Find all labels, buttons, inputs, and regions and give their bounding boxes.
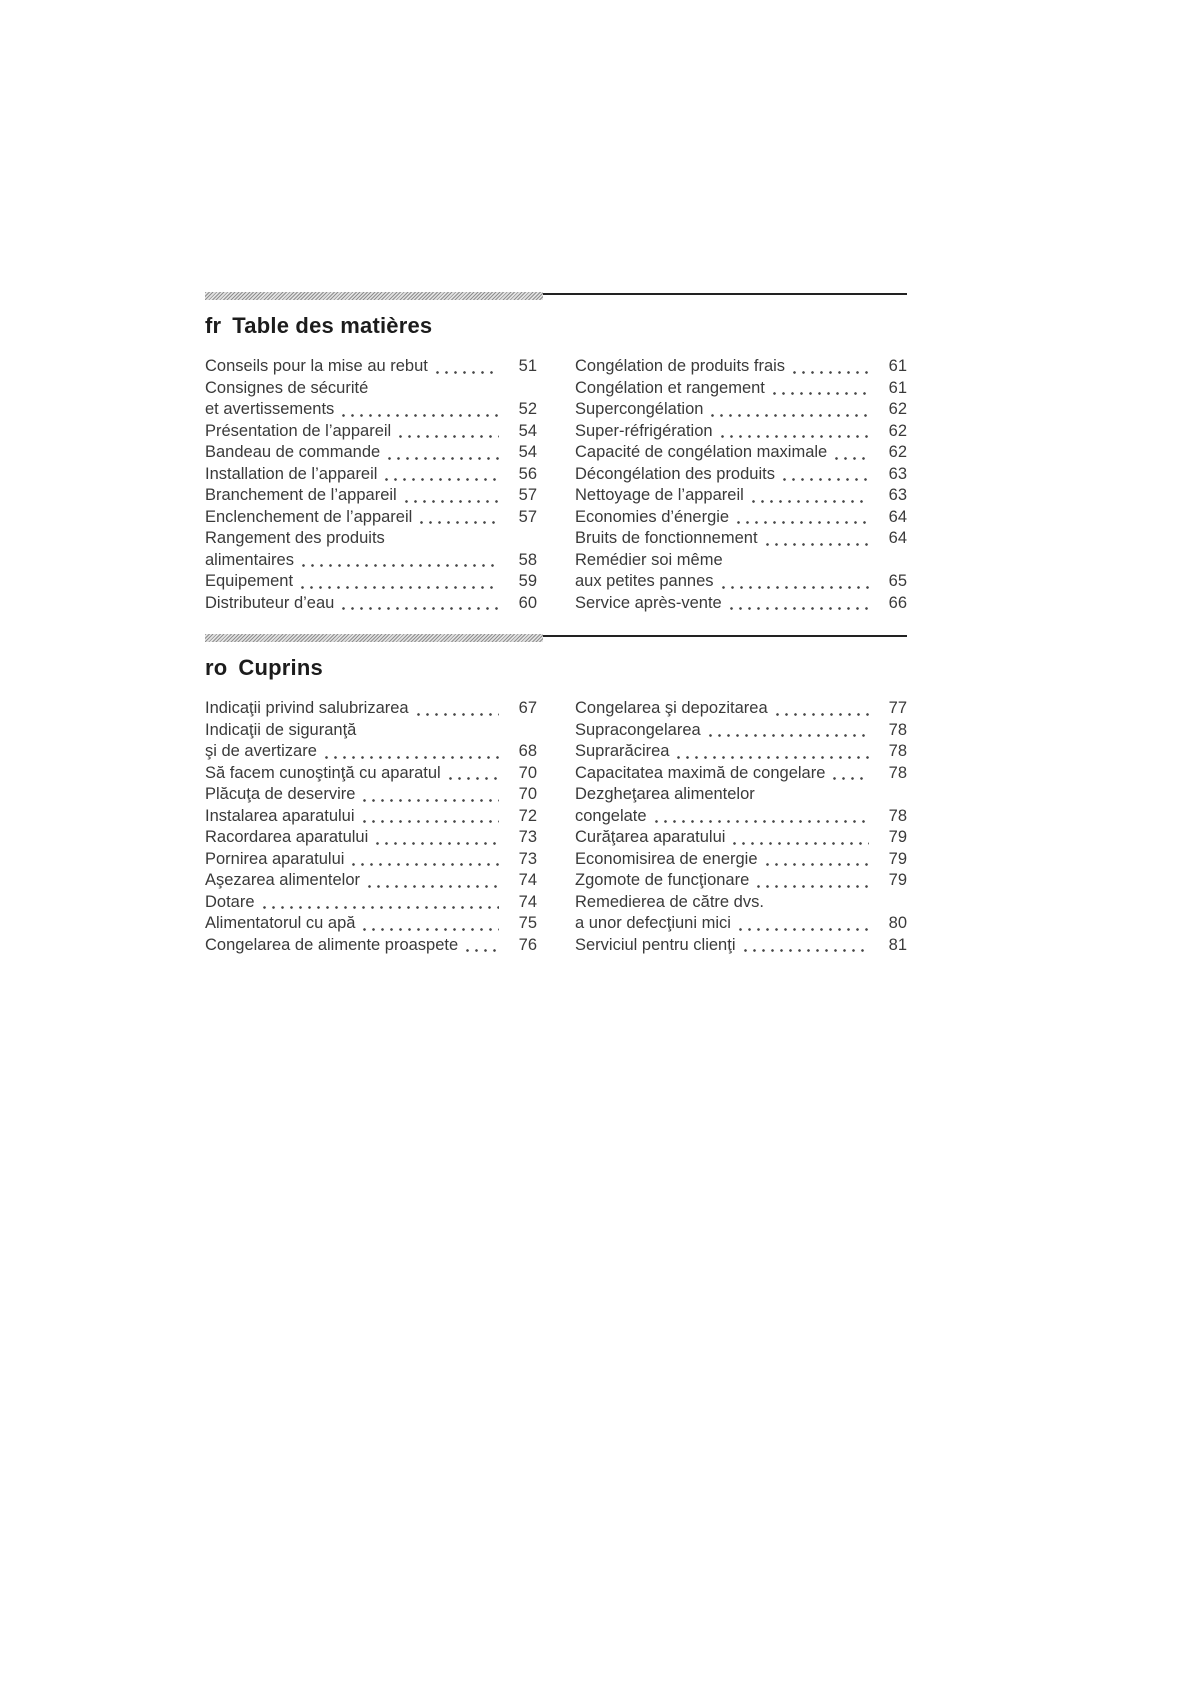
toc-entry-label: Zgomote de funcţionare [575, 871, 750, 889]
toc-entry-main-line [205, 399, 537, 421]
toc-entry-page-number: 68 [518, 742, 537, 760]
toc-section [205, 634, 907, 956]
toc-entry [205, 698, 537, 720]
dot-leader [793, 371, 869, 374]
toc-entry [205, 892, 537, 914]
toc-entry [575, 550, 907, 593]
toc-entry [205, 720, 537, 763]
toc-entry-page-number: 56 [518, 464, 537, 483]
toc-entry-main-line [205, 421, 537, 443]
toc-entry-main-line [205, 849, 537, 871]
toc-entry-page-number: 79 [888, 828, 907, 846]
toc-entry-main-line [575, 485, 907, 507]
dot-leader [739, 928, 869, 931]
section-title [205, 655, 907, 681]
toc-entry [575, 870, 907, 892]
toc-entry-main-line [205, 356, 537, 378]
dot-leader [417, 713, 499, 716]
language-code: fr [205, 313, 222, 338]
toc-entry [575, 741, 907, 763]
toc-entry-page-number: 52 [518, 400, 537, 418]
toc-entry-line: Dezgheţarea alimentelor [575, 785, 755, 803]
toc-entry-page-number: 62 [888, 400, 907, 418]
dot-leader [376, 842, 499, 845]
toc-entry-main-line [575, 356, 907, 378]
toc-entry-page-number: 72 [518, 806, 537, 825]
dot-leader [363, 799, 499, 802]
toc-entry-page-number: 73 [518, 828, 537, 846]
toc-entry-page-number: 76 [518, 935, 537, 954]
toc-entry-label: Décongélation des produits [575, 464, 775, 483]
toc-entry-label: Congélation de produits frais [575, 357, 786, 375]
toc-entry-page-number: 61 [888, 378, 907, 397]
toc-entry-main-line [205, 485, 537, 507]
toc-entry [205, 571, 537, 593]
dot-leader [325, 756, 499, 759]
toc-entry-page-number: 54 [518, 421, 537, 440]
toc-entry-label: Capacitatea maximă de congelare [575, 763, 826, 782]
dot-leader [466, 949, 499, 952]
toc-entry-main-line [575, 698, 907, 720]
toc-entry [205, 827, 537, 849]
toc-entry [205, 421, 537, 443]
toc-entry [205, 870, 537, 892]
toc-column [205, 698, 537, 956]
toc-entry-label: Distributeur d’eau [205, 593, 335, 612]
dot-leader [737, 521, 869, 524]
toc-entry [575, 442, 907, 464]
toc-entry-label: Instalarea aparatului [205, 806, 355, 825]
toc-entry-page-number: 67 [518, 699, 537, 717]
dot-leader [352, 863, 499, 866]
dot-leader [833, 777, 869, 780]
toc-entry-main-line [575, 913, 907, 935]
dot-leader [766, 863, 869, 866]
toc-entry-label: Pornirea aparatului [205, 849, 345, 868]
toc-entry-page-number: 70 [518, 763, 537, 782]
toc-entry-line: Indicaţii de siguranţă [205, 720, 357, 739]
dot-leader [342, 414, 499, 417]
section-title-text: Cuprins [238, 655, 323, 680]
toc-entry-label: alimentaires [205, 550, 294, 569]
toc-entry-main-line [575, 378, 907, 400]
dot-leader [302, 564, 499, 567]
toc-entry-page-number: 63 [888, 464, 907, 483]
toc-entry [575, 784, 907, 827]
toc-entry [575, 356, 907, 378]
toc-entry-main-line [575, 421, 907, 443]
toc-entry-label: Congelarea de alimente proaspete [205, 935, 459, 954]
toc-entry-main-line [205, 741, 537, 763]
toc-entry-page-number: 64 [888, 507, 907, 526]
toc-entry-page-number: 66 [888, 593, 907, 612]
toc-entry-page-number: 75 [518, 914, 537, 932]
toc-entry-page-number: 62 [888, 421, 907, 440]
dot-leader [773, 392, 869, 395]
toc-entry-main-line [205, 763, 537, 785]
toc-entry-page-number: 61 [888, 357, 907, 375]
toc-entry-line: Rangement des produits [205, 529, 385, 547]
toc-entry-wrapped-lines [575, 550, 907, 572]
toc-entry-label: Suprarăcirea [575, 742, 670, 760]
toc-entry-main-line [205, 784, 537, 806]
toc-entry-label: Congelarea şi depozitarea [575, 699, 768, 717]
toc-entry [575, 763, 907, 785]
toc-entry [575, 849, 907, 871]
toc-entry-main-line [575, 806, 907, 828]
toc-entry-page-number: 80 [888, 914, 907, 932]
toc-entry-main-line [575, 763, 907, 785]
toc-entry [575, 464, 907, 486]
toc-entry [575, 485, 907, 507]
toc-entry-label: şi de avertizare [205, 742, 317, 760]
toc-entry-main-line [205, 698, 537, 720]
toc-entry-label: Congélation et rangement [575, 378, 765, 397]
toc-entry-label: congelate [575, 806, 647, 825]
toc-section [205, 292, 907, 614]
toc-entry [205, 485, 537, 507]
toc-entry-main-line [205, 870, 537, 892]
toc-entry-label: Branchement de l’appareil [205, 486, 397, 504]
dot-leader [757, 885, 869, 888]
toc-entry-page-number: 57 [518, 486, 537, 504]
toc-entry-page-number: 58 [518, 550, 537, 569]
toc-entry [205, 784, 537, 806]
toc-entry-label: Alimentatorul cu apă [205, 914, 356, 932]
toc-entry-page-number: 78 [888, 742, 907, 760]
toc-entry-page-number: 74 [518, 871, 537, 889]
toc-entry-main-line [575, 870, 907, 892]
toc-entry-main-line [205, 571, 537, 593]
toc-entry-main-line [205, 507, 537, 529]
toc-entry-label: Plăcuţa de deservire [205, 785, 356, 803]
dot-leader [783, 478, 869, 481]
dot-leader [385, 478, 499, 481]
toc-entry-label: Installation de l’appareil [205, 464, 378, 483]
toc-entry-main-line [575, 827, 907, 849]
toc-entry-main-line [205, 892, 537, 914]
dot-leader [766, 543, 869, 546]
toc-entry-main-line [205, 935, 537, 957]
section-divider [205, 634, 907, 643]
toc-entry-main-line [575, 593, 907, 615]
hatched-bar [205, 292, 543, 300]
toc-entry-page-number: 79 [888, 849, 907, 868]
toc-entry-label: Bandeau de commande [205, 443, 381, 461]
section-divider [205, 292, 907, 301]
toc-entry-page-number: 63 [888, 486, 907, 504]
toc-entry-label: Racordarea aparatului [205, 828, 369, 846]
toc-entry-page-number: 77 [888, 699, 907, 717]
dot-leader [363, 820, 499, 823]
toc-entry [205, 935, 537, 957]
toc-entry-label: Présentation de l’appareil [205, 421, 392, 440]
toc-entry-label: Indicaţii privind salubrizarea [205, 699, 409, 717]
toc-entry-main-line [575, 464, 907, 486]
section-title-text: Table des matières [232, 313, 433, 338]
dot-leader [263, 906, 499, 909]
toc-entry [575, 698, 907, 720]
toc-entry [205, 442, 537, 464]
toc-entry-page-number: 51 [518, 357, 537, 375]
toc-entry-wrapped-lines [205, 720, 537, 742]
toc-entry-page-number: 74 [518, 892, 537, 911]
toc-column [205, 356, 537, 614]
toc-entry-label: a unor defecţiuni mici [575, 914, 731, 932]
toc-entry [575, 399, 907, 421]
toc-entry-label: Conseils pour la mise au rebut [205, 357, 428, 375]
toc-entry [575, 892, 907, 935]
dot-leader [388, 457, 499, 460]
toc-entry [575, 720, 907, 742]
toc-entry-main-line [575, 507, 907, 529]
dot-leader [711, 414, 869, 417]
toc-entry [205, 763, 537, 785]
toc-entry [205, 849, 537, 871]
toc-entry-page-number: 57 [518, 507, 537, 526]
dot-leader [835, 457, 869, 460]
toc-entry-main-line [205, 442, 537, 464]
toc-entry-label: Serviciul pentru clienţi [575, 935, 736, 954]
dot-leader [709, 734, 869, 737]
toc-entry-main-line [575, 399, 907, 421]
language-code: ro [205, 655, 228, 680]
dot-leader [301, 586, 499, 589]
toc-entry-page-number: 60 [518, 593, 537, 612]
toc-entry-page-number: 65 [888, 572, 907, 590]
dot-leader [420, 521, 499, 524]
toc-entry-main-line [205, 464, 537, 486]
section-title [205, 313, 907, 339]
toc-entry-label: Service après-vente [575, 593, 722, 612]
dot-leader [677, 756, 869, 759]
dot-leader [752, 500, 869, 503]
toc-entry-label: Să facem cunoştinţă cu aparatul [205, 763, 441, 782]
toc-entry-label: Supracongelarea [575, 720, 701, 739]
toc-columns [205, 698, 907, 956]
toc-entry-label: Dotare [205, 892, 255, 911]
toc-entry [205, 378, 537, 421]
toc-entry [575, 528, 907, 550]
toc-entry-wrapped-lines [575, 784, 907, 806]
dot-leader [655, 820, 869, 823]
toc-entry-main-line [575, 571, 907, 593]
toc-entry [205, 913, 537, 935]
toc-entry [575, 378, 907, 400]
toc-entry-label: Economisirea de energie [575, 849, 758, 868]
toc-entry [575, 935, 907, 957]
toc-entry-main-line [575, 442, 907, 464]
divider-line [543, 635, 907, 637]
toc-entry [575, 507, 907, 529]
toc-entry-page-number: 64 [888, 529, 907, 547]
dot-leader [722, 586, 869, 589]
toc-entry-wrapped-lines [205, 528, 537, 550]
toc-entry [205, 464, 537, 486]
toc-entry-page-number: 78 [888, 806, 907, 825]
toc-entry-page-number: 54 [518, 443, 537, 461]
toc-entry-main-line [575, 741, 907, 763]
dot-leader [449, 777, 499, 780]
toc-column [575, 356, 907, 614]
toc-entry-main-line [205, 806, 537, 828]
dot-leader [776, 713, 869, 716]
dot-leader [730, 607, 869, 610]
toc-entry-label: aux petites pannes [575, 572, 714, 590]
toc-entry-page-number: 73 [518, 849, 537, 868]
dot-leader [399, 435, 499, 438]
toc-sections [205, 292, 907, 956]
toc-entry-line: Remedierea de către dvs. [575, 892, 764, 911]
toc-entry-page-number: 81 [888, 935, 907, 954]
toc-entry-label: Equipement [205, 572, 294, 590]
toc-entry-label: et avertissements [205, 400, 335, 418]
dot-leader [721, 435, 869, 438]
toc-entry-label: Aşezarea alimentelor [205, 871, 360, 889]
toc-entry [205, 806, 537, 828]
dot-leader [342, 607, 499, 610]
toc-column [575, 698, 907, 956]
dot-leader [436, 371, 499, 374]
toc-entry-wrapped-lines [205, 378, 537, 400]
toc-entry-page-number: 78 [888, 763, 907, 782]
dot-leader [368, 885, 499, 888]
toc-entry-label: Economies d’énergie [575, 507, 730, 526]
toc-entry-main-line [575, 528, 907, 550]
toc-entry-main-line [575, 849, 907, 871]
toc-entry [205, 356, 537, 378]
toc-entry-page-number: 59 [518, 572, 537, 590]
toc-entry-label: Super-réfrigération [575, 421, 713, 440]
toc-entry-main-line [205, 827, 537, 849]
toc-entry-page-number: 78 [888, 720, 907, 739]
divider-line [543, 293, 907, 295]
dot-leader [405, 500, 499, 503]
toc-entry-page-number: 62 [888, 443, 907, 461]
toc-entry [205, 528, 537, 571]
dot-leader [733, 842, 869, 845]
toc-entry-wrapped-lines [575, 892, 907, 914]
hatched-bar [205, 634, 543, 642]
toc-entry-main-line [575, 935, 907, 957]
dot-leader [363, 928, 499, 931]
toc-entry-label: Supercongélation [575, 400, 704, 418]
toc-entry-main-line [205, 550, 537, 572]
toc-entry-main-line [575, 720, 907, 742]
toc-entry-label: Bruits de fonctionnement [575, 529, 758, 547]
toc-entry-main-line [205, 593, 537, 615]
toc-entry-page-number: 70 [518, 785, 537, 803]
toc-content [205, 292, 907, 976]
toc-columns [205, 356, 907, 614]
toc-entry [575, 421, 907, 443]
toc-entry [205, 507, 537, 529]
toc-entry-line: Consignes de sécurité [205, 378, 369, 397]
toc-entry-label: Curăţarea aparatului [575, 828, 726, 846]
toc-entry-label: Enclenchement de l’appareil [205, 507, 413, 526]
dot-leader [744, 949, 870, 952]
toc-entry-main-line [205, 913, 537, 935]
toc-entry [205, 593, 537, 615]
toc-entry [575, 593, 907, 615]
toc-entry-line: Remédier soi même [575, 550, 723, 569]
toc-entry-page-number: 79 [888, 871, 907, 889]
toc-entry-label: Nettoyage de l’appareil [575, 486, 744, 504]
toc-entry-label: Capacité de congélation maximale [575, 443, 828, 461]
toc-entry [575, 827, 907, 849]
